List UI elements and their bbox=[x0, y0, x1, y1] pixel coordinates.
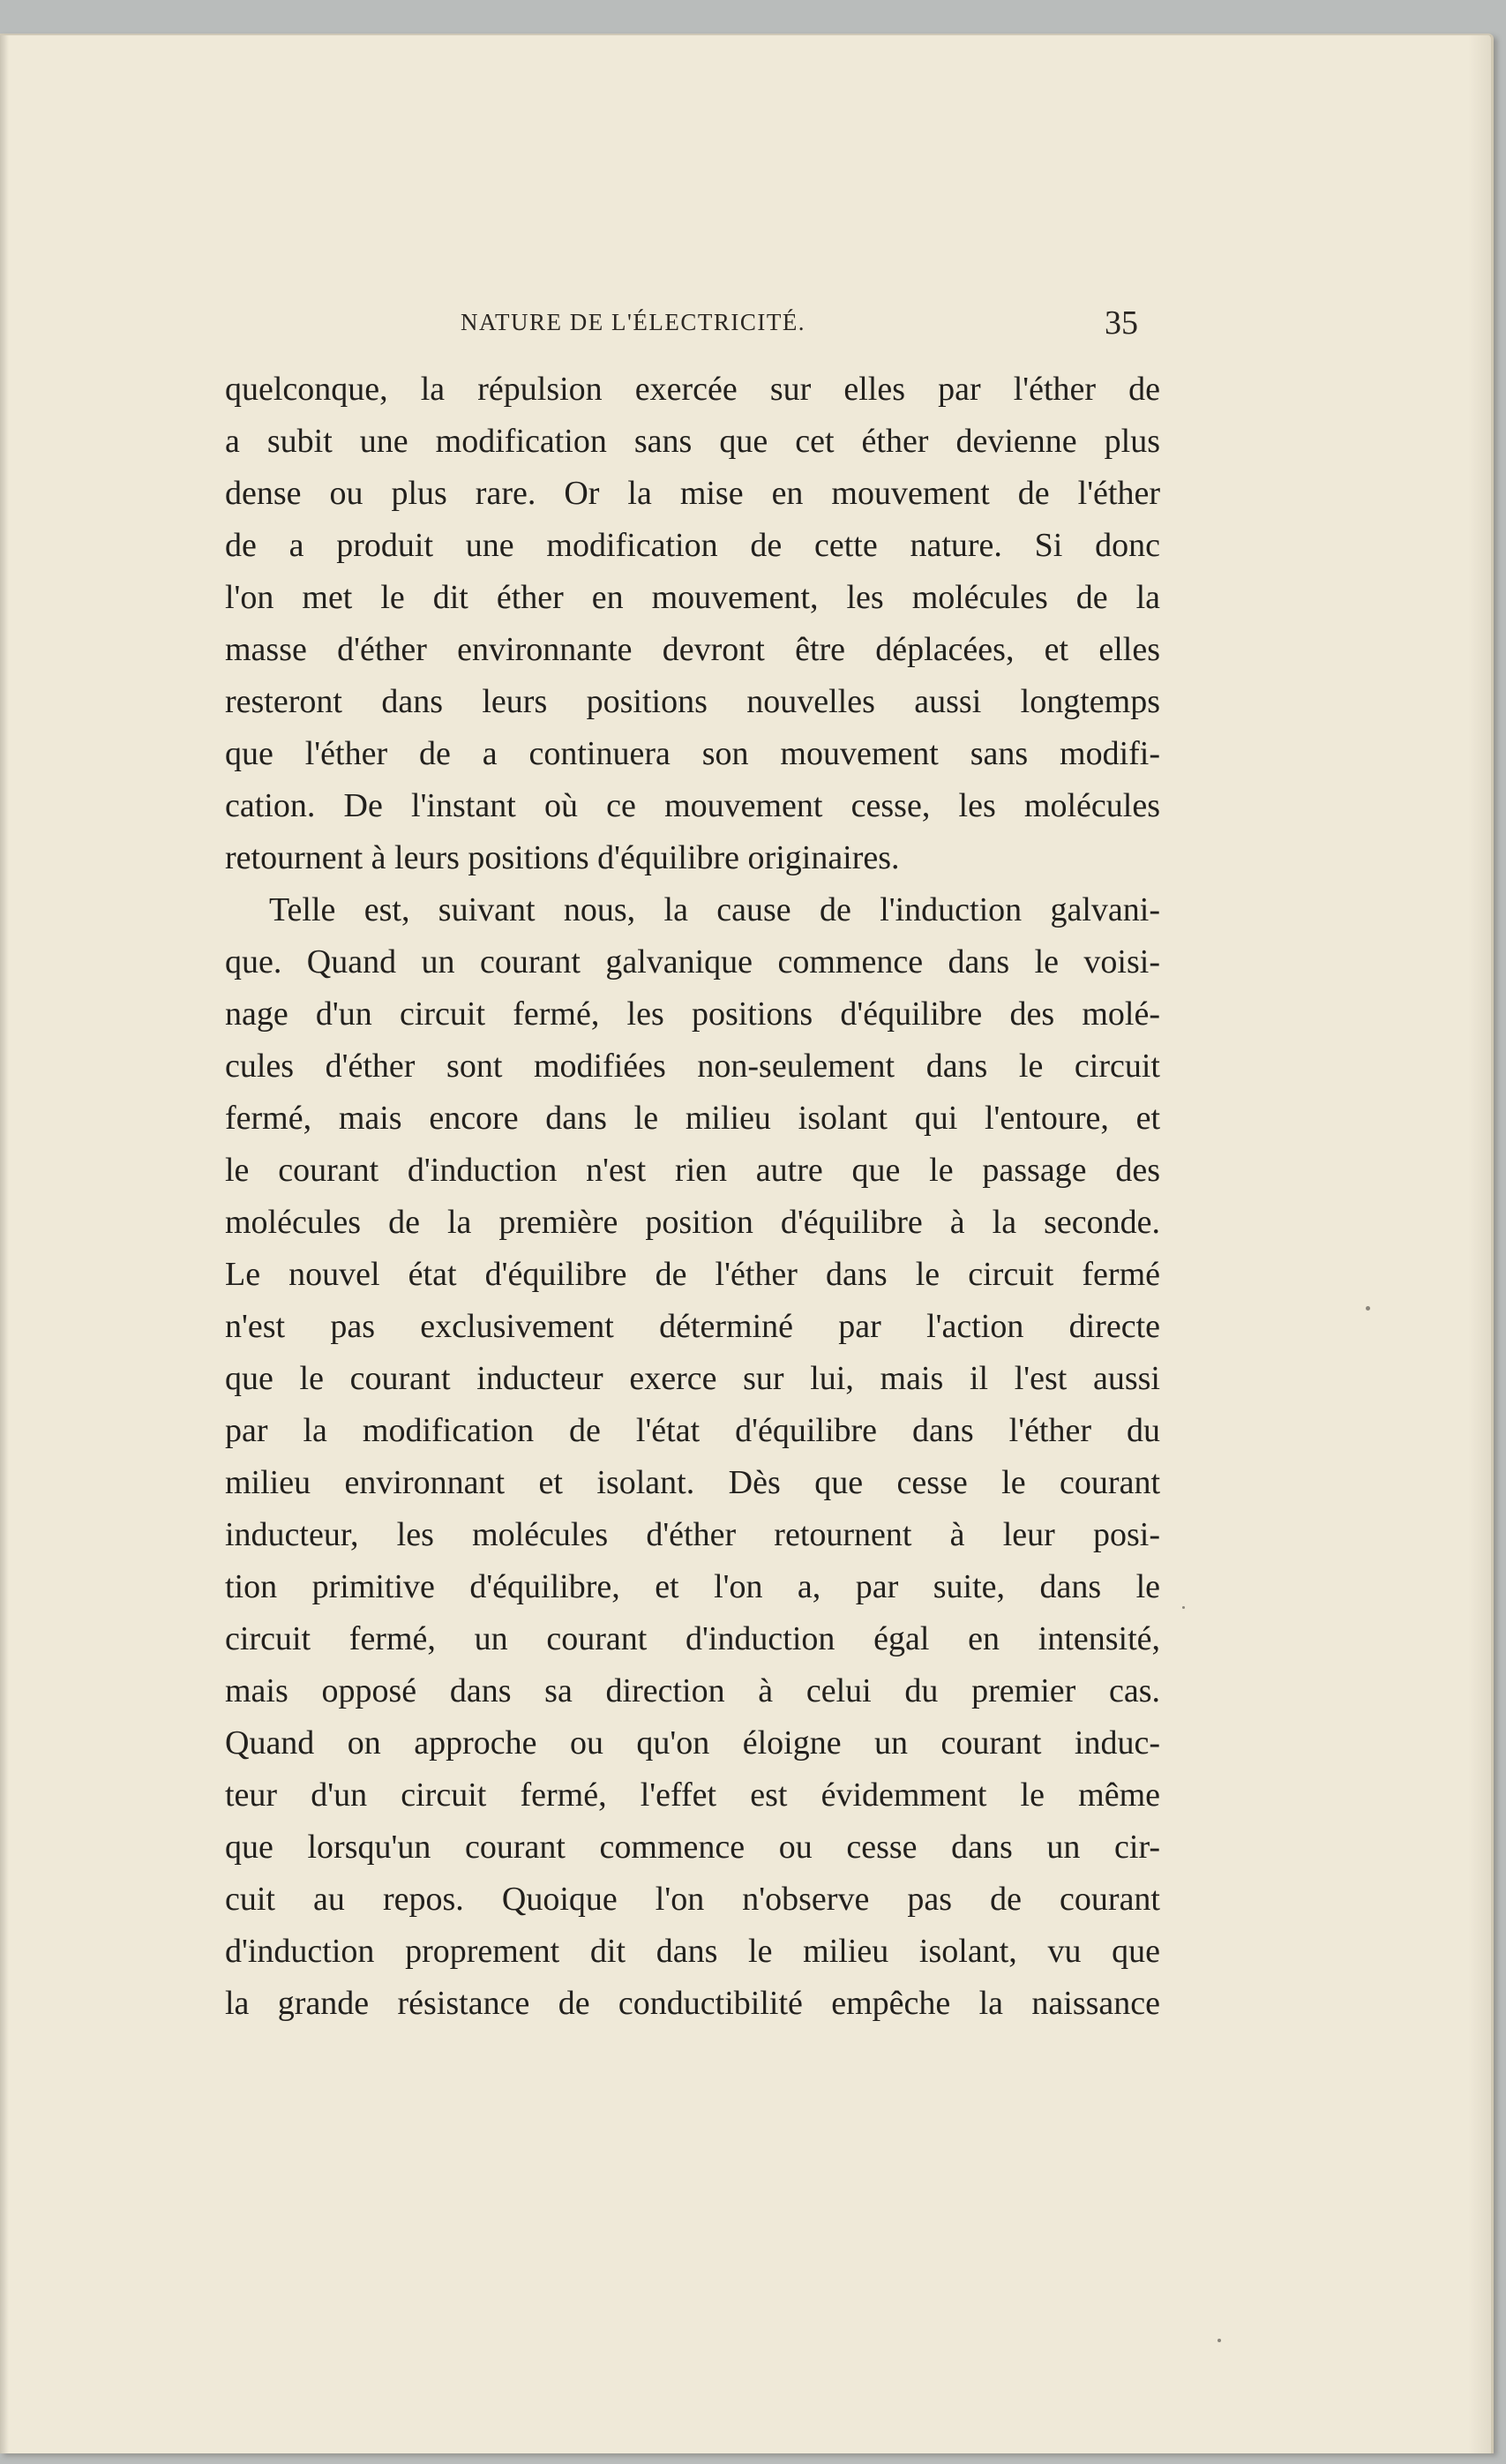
text-line: molécules de la première position d'équilibre à la seconde. bbox=[225, 1204, 1160, 1241]
page-right-shade bbox=[1468, 35, 1491, 2453]
text-line: par la modification de l'état d'équilibre dans l'éther du bbox=[225, 1412, 1160, 1449]
text-line: que lorsqu'un courant commence ou cesse dans un cir- bbox=[225, 1829, 1160, 1866]
text-line: circuit fermé, un courant d'induction égal en intensité, bbox=[225, 1620, 1160, 1657]
text-line: d'induction proprement dit dans le milieu isolant, vu que bbox=[225, 1933, 1160, 1970]
text-line: quelconque, la répulsion exercée sur elles par l'éther de bbox=[225, 371, 1160, 408]
text-line: resteront dans leurs positions nouvelles aussi longtemps bbox=[225, 683, 1160, 720]
paper-speck bbox=[1182, 1606, 1185, 1609]
text-line: cules d'éther sont modifiées non-seulement dans le circuit bbox=[225, 1048, 1160, 1085]
text-line: nage d'un circuit fermé, les positions d'équilibre des molé- bbox=[225, 995, 1160, 1033]
page-number: 35 bbox=[1105, 304, 1138, 342]
running-head bbox=[229, 304, 1138, 344]
text-line: n'est pas exclusivement déterminé par l'action directe bbox=[225, 1308, 1160, 1345]
text-line: dense ou plus rare. Or la mise en mouvement de l'éther bbox=[225, 475, 1160, 512]
text-line: Telle est, suivant nous, la cause de l'induction galvani- bbox=[269, 891, 1160, 928]
text-line: Le nouvel état d'équilibre de l'éther dans le circuit fermé bbox=[225, 1256, 1160, 1293]
text-line: mais opposé dans sa direction à celui du premier cas. bbox=[225, 1672, 1160, 1709]
text-line: de a produit une modification de cette nature. Si donc bbox=[225, 527, 1160, 564]
text-line: milieu environnant et isolant. Dès que cesse le courant bbox=[225, 1464, 1160, 1501]
text-line: retournent à leurs positions d'équilibre originaires. bbox=[225, 839, 900, 876]
text-line: tion primitive d'équilibre, et l'on a, par suite, dans le bbox=[225, 1568, 1160, 1605]
text-line: inducteur, les molécules d'éther retournent à leur posi- bbox=[225, 1516, 1160, 1553]
text-line: cuit au repos. Quoique l'on n'observe pas de courant bbox=[225, 1881, 1160, 1918]
running-title: NATURE DE L'ÉLECTRICITÉ. bbox=[461, 309, 806, 335]
text-line: masse d'éther environnante devront être déplacées, et elles bbox=[225, 631, 1160, 668]
text-line: teur d'un circuit fermé, l'effet est évidemment le même bbox=[225, 1777, 1160, 1814]
text-line: Quand on approche ou qu'on éloigne un courant induc- bbox=[225, 1724, 1160, 1762]
text-line: que. Quand un courant galvanique commence dans le voisi- bbox=[225, 943, 1160, 980]
text-line: que le courant inducteur exerce sur lui, mais il l'est aussi bbox=[225, 1360, 1160, 1397]
paper-speck bbox=[1218, 2339, 1221, 2342]
text-line: a subit une modification sans que cet éther devienne plus bbox=[225, 423, 1160, 460]
text-line: que l'éther de a continuera son mouvement sans modifi- bbox=[225, 735, 1160, 772]
page-left-edge bbox=[0, 35, 9, 2453]
text-line: cation. De l'instant où ce mouvement cesse, les molécules bbox=[225, 787, 1160, 824]
text-line: la grande résistance de conductibilité empêche la naissance bbox=[225, 1985, 1160, 2022]
body-text bbox=[225, 364, 1160, 2030]
text-line: fermé, mais encore dans le milieu isolant qui l'entoure, et bbox=[225, 1100, 1160, 1137]
text-line: le courant d'induction n'est rien autre que le passage des bbox=[225, 1152, 1160, 1189]
paper-speck bbox=[1366, 1306, 1370, 1311]
text-line: l'on met le dit éther en mouvement, les molécules de la bbox=[225, 579, 1160, 616]
book-page bbox=[0, 34, 1494, 2453]
